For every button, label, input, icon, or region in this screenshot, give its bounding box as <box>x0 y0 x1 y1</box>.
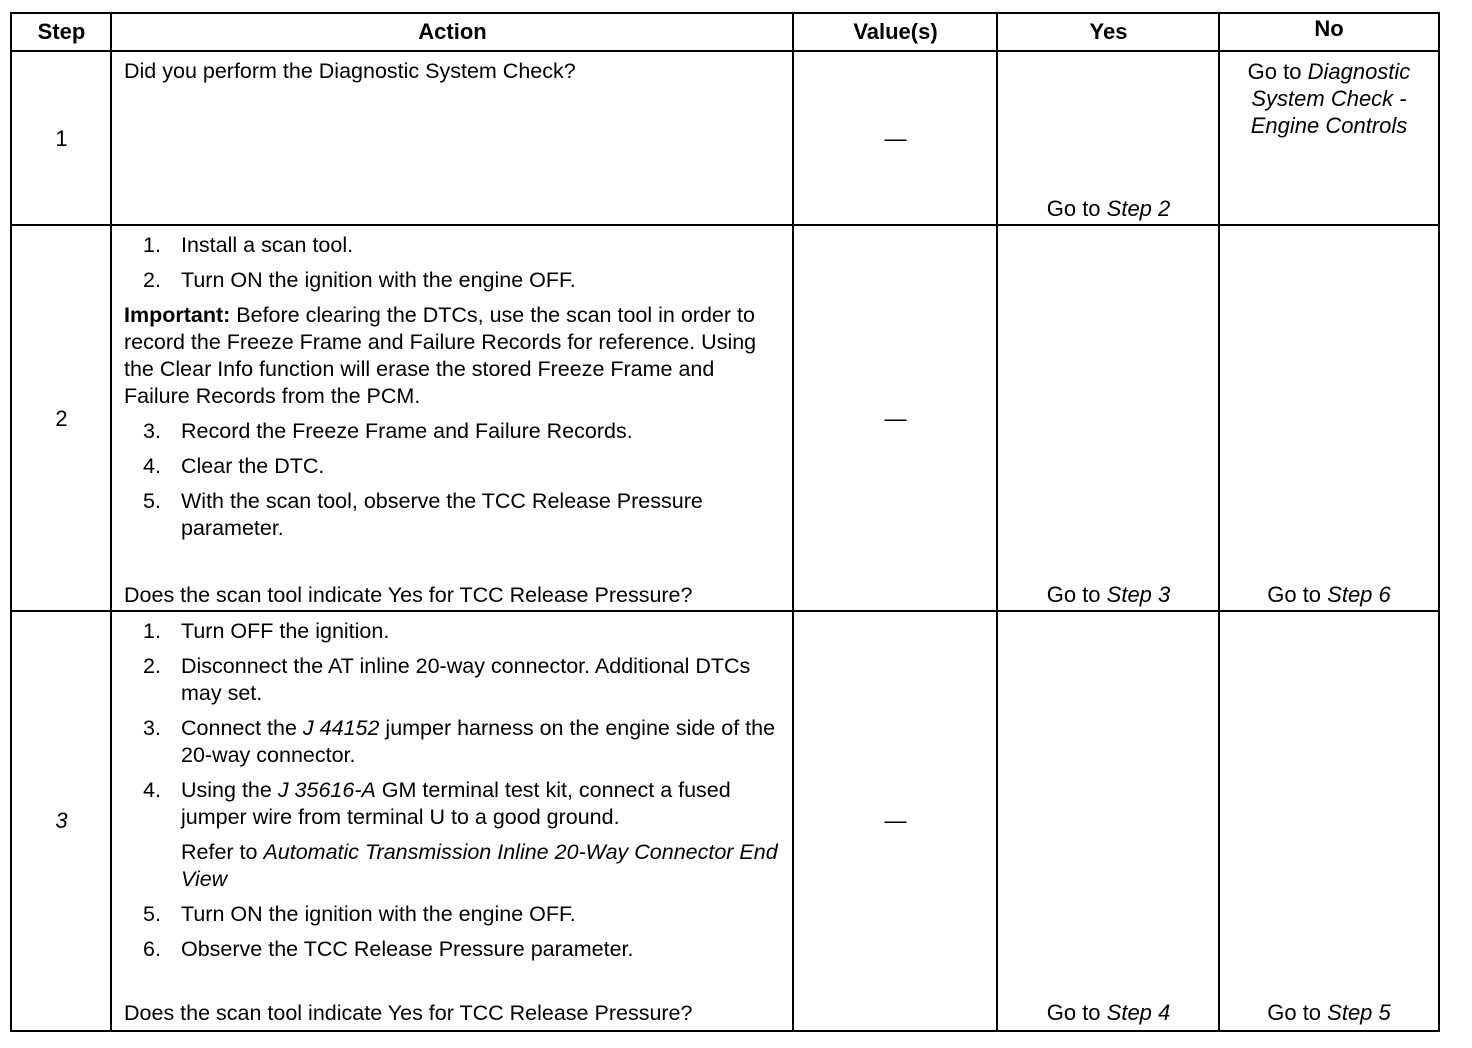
tool-ref-j35616a: J 35616-A <box>277 778 376 802</box>
list-item: 3. Connect the J 44152 jumper harness on the engine side of the 20-way connector. <box>143 716 776 767</box>
action-cell-3 <box>110 610 793 1032</box>
no-prefix-1: Go to <box>1247 59 1308 84</box>
yes-cell-3 <box>996 610 1219 1032</box>
header-step: Step <box>10 12 111 52</box>
list-item: 6. Observe the TCC Release Pressure parameter. <box>143 937 634 961</box>
no-cell-3 <box>1218 610 1440 1032</box>
list-item: 2. Disconnect the AT inline 20-way connector. Additional DTCs may set. <box>143 654 751 705</box>
list-item: 5. With the scan tool, observe the TCC Release Pressure parameter. <box>143 489 703 540</box>
action-list-3 <box>124 618 783 831</box>
yes-cell-2 <box>996 224 1219 612</box>
tool-ref-j44152: J 44152 <box>302 716 380 740</box>
important-label: Important: <box>124 303 231 327</box>
no-cell-1 <box>1218 50 1440 226</box>
no-link-step-6[interactable]: Step 6 <box>1327 582 1391 607</box>
no-link-diagnostic-system-check[interactable]: Diagnostic System Check - Engine Controls <box>1250 59 1411 138</box>
action-cell-1 <box>110 50 793 226</box>
yes-prefix-1: Go to <box>1046 196 1107 221</box>
yes-goto-1 <box>998 196 1219 222</box>
action-list-2a <box>124 232 783 294</box>
value-cell-3: — <box>792 610 997 1032</box>
action-question-3: Does the scan tool indicate Yes for TCC Release Pressure? <box>124 1001 693 1025</box>
refer-note: Refer to Automatic Transmission Inline 20-Way Connector End View <box>181 840 778 891</box>
no-prefix-2: Go to <box>1267 582 1328 607</box>
step-number-2: 2 <box>10 224 111 612</box>
yes-prefix-3: Go to <box>1046 1000 1107 1025</box>
header-yes: Yes <box>996 12 1219 52</box>
yes-cell-1 <box>996 50 1219 226</box>
yes-goto-2 <box>998 582 1219 608</box>
diagnostic-table <box>10 12 1440 1032</box>
refer-link-connector-end-view[interactable]: Automatic Transmission Inline 20-Way Connector End View <box>181 840 778 891</box>
no-goto-3 <box>1220 1000 1438 1026</box>
action-list-2b <box>124 418 783 542</box>
list-item: 3. Record the Freeze Frame and Failure Records. <box>143 419 633 443</box>
no-link-step-5[interactable]: Step 5 <box>1327 1000 1391 1025</box>
header-no: No <box>1218 12 1440 52</box>
important-note <box>124 302 783 410</box>
step-number-3: 3 <box>10 610 111 1032</box>
header-action: Action <box>110 12 793 52</box>
action-list-3b <box>124 901 783 963</box>
value-cell-2: — <box>792 224 997 612</box>
list-item: 4. Using the J 35616-A GM terminal test kit, connect a fused jumper wire from terminal U to a good ground. <box>143 778 731 829</box>
important-text: Before clearing the DTCs, use the scan tool in order to record the Freeze Frame and Failure Records for reference. Using the Clear Info function will erase the stored Freeze Frame and Failure Records from the PCM. <box>124 303 757 408</box>
yes-link-step-4[interactable]: Step 4 <box>1106 1000 1171 1025</box>
no-goto-2 <box>1220 582 1438 608</box>
step-number-1: 1 <box>10 50 111 226</box>
action-cell-2 <box>110 224 793 612</box>
yes-link-step-2[interactable]: Step 2 <box>1106 196 1171 221</box>
no-prefix-3: Go to <box>1267 1000 1328 1025</box>
action-question-2: Does the scan tool indicate Yes for TCC Release Pressure? <box>124 583 693 607</box>
yes-goto-3 <box>998 1000 1219 1026</box>
action-question-1: Did you perform the Diagnostic System Check? <box>124 59 576 83</box>
list-item: 1. Turn OFF the ignition. <box>143 619 390 643</box>
header-values: Value(s) <box>792 12 997 52</box>
list-item: 2. Turn ON the ignition with the engine OFF. <box>143 268 576 292</box>
yes-link-step-3[interactable]: Step 3 <box>1106 582 1171 607</box>
no-cell-2 <box>1218 224 1440 612</box>
list-item: 5. Turn ON the ignition with the engine OFF. <box>143 902 576 926</box>
no-goto-1 <box>1220 58 1438 139</box>
list-item: 4. Clear the DTC. <box>143 454 325 478</box>
value-cell-1: — <box>792 50 997 226</box>
list-item: 1. Install a scan tool. <box>143 233 354 257</box>
yes-prefix-2: Go to <box>1046 582 1107 607</box>
